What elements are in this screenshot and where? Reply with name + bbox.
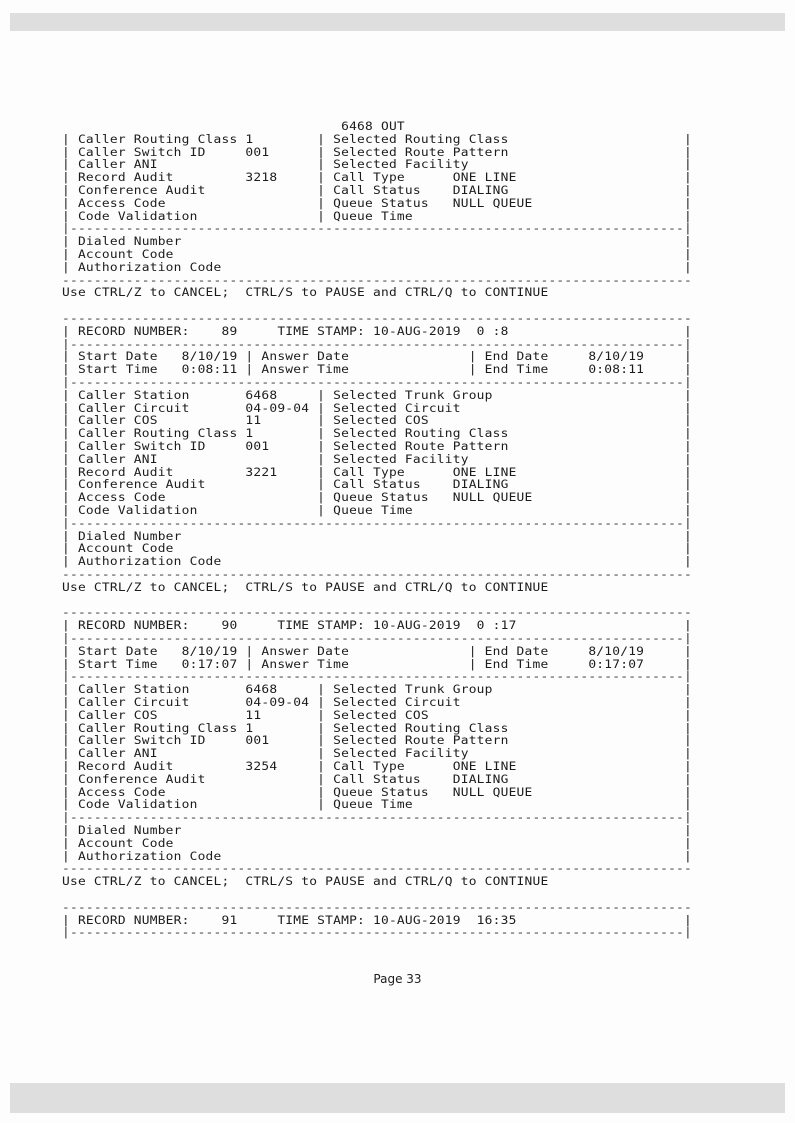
caller-row: | Code Validation | Queue Time | xyxy=(62,797,692,812)
footer-field: | Dialed Number | xyxy=(62,823,692,837)
cancel-prompt: Use CTRL/Z to CANCEL; CTRL/S to PAUSE and CTRL/Q to CONTINUE xyxy=(62,579,549,594)
time-row: | Start Time 0:17:07 | Answer Time | End Time 0:17:07 | xyxy=(62,656,692,671)
record-header: | RECORD NUMBER: 89 TIME STAMP: 10-AUG-2019 0 :8 | xyxy=(62,323,692,338)
separator: |-----------------------------------------------------------------------------| xyxy=(62,221,692,236)
partial-row: | Caller ANI | Selected Facility | xyxy=(62,157,692,172)
record-header: | RECORD NUMBER: 90 TIME STAMP: 10-AUG-2019 0 :17 | xyxy=(62,618,692,633)
footer-field: | Authorization Code | xyxy=(62,259,692,274)
separator: |-----------------------------------------------------------------------------| xyxy=(62,515,692,530)
caller-row: | Caller COS 11 | Selected COS | xyxy=(62,413,692,428)
separator: |-----------------------------------------------------------------------------| xyxy=(62,669,692,684)
footer-field: | Authorization Code | xyxy=(62,848,692,863)
partial-row: | Caller Switch ID 001 | Selected Route Pattern | xyxy=(62,144,692,159)
caller-row: | Caller Switch ID 001 | Selected Route Pattern | xyxy=(62,439,692,453)
out-line: 6468 OUT xyxy=(62,119,405,133)
separator: |-----------------------------------------------------------------------------| xyxy=(62,810,692,825)
separator: ------------------------------------------------------------------------------- xyxy=(62,899,692,914)
caller-row: | Caller COS 11 | Selected COS | xyxy=(62,707,692,722)
separator: |-----------------------------------------------------------------------------| xyxy=(62,925,692,940)
date-row: | Start Date 8/10/19 | Answer Date | End Date 8/10/19 | xyxy=(62,643,692,658)
record-header: | RECORD NUMBER: 91 TIME STAMP: 10-AUG-2019 16:35 | xyxy=(62,912,692,927)
caller-row: | Caller Switch ID 001 | Selected Route Pattern | xyxy=(62,733,692,748)
partial-row: | Record Audit 3218 | Call Type ONE LINE | xyxy=(62,170,692,185)
partial-row: | Caller Routing Class 1 | Selected Routing Class | xyxy=(62,131,692,146)
separator: ------------------------------------------------------------------------------- xyxy=(62,311,692,325)
partial-row: | Conference Audit | Call Status DIALING | xyxy=(62,183,692,197)
footer-field: | Account Code | xyxy=(62,247,692,261)
footer-field: | Dialed Number | xyxy=(62,234,692,249)
caller-row: | Caller Routing Class 1 | Selected Routing Class | xyxy=(62,720,692,735)
caller-row: | Caller ANI | Selected Facility | xyxy=(62,451,692,466)
separator: |-----------------------------------------------------------------------------| xyxy=(62,631,692,645)
footer-field: | Account Code | xyxy=(62,835,692,850)
cancel-prompt: Use CTRL/Z to CANCEL; CTRL/S to PAUSE and CTRL/Q to CONTINUE xyxy=(62,285,549,300)
separator: ------------------------------------------------------------------------------- xyxy=(62,861,692,876)
separator: ------------------------------------------------------------------------------- xyxy=(62,605,692,620)
caller-row: | Caller Station 6468 | Selected Trunk Group | xyxy=(62,682,692,697)
partial-row: | Code Validation | Queue Time | xyxy=(62,208,692,223)
separator: ------------------------------------------------------------------------------- xyxy=(62,567,692,581)
caller-row: | Access Code | Queue Status NULL QUEUE | xyxy=(62,784,692,799)
caller-row: | Caller ANI | Selected Facility | xyxy=(62,746,692,761)
partial-row: | Access Code | Queue Status NULL QUEUE | xyxy=(62,195,692,210)
footer-field: | Account Code | xyxy=(62,541,692,556)
separator: |-----------------------------------------------------------------------------| xyxy=(62,375,692,389)
footer-field: | Dialed Number | xyxy=(62,528,692,543)
caller-row: | Caller Circuit 04-09-04 | Selected Circuit | xyxy=(62,400,692,415)
caller-row: | Conference Audit | Call Status DIALING | xyxy=(62,477,692,492)
footer-field: | Authorization Code | xyxy=(62,554,692,569)
caller-row: | Caller Circuit 04-09-04 | Selected Circuit | xyxy=(62,695,692,709)
caller-row: | Record Audit 3254 | Call Type ONE LINE | xyxy=(62,759,692,773)
caller-row: | Access Code | Queue Status NULL QUEUE | xyxy=(62,490,692,505)
caller-row: | Code Validation | Queue Time | xyxy=(62,503,692,517)
time-row: | Start Time 0:08:11 | Answer Time | End Time 0:08:11 | xyxy=(62,362,692,377)
caller-row: | Record Audit 3221 | Call Type ONE LINE | xyxy=(62,464,692,479)
caller-row: | Caller Station 6468 | Selected Trunk Group | xyxy=(62,387,692,402)
caller-row: | Caller Routing Class 1 | Selected Routing Class | xyxy=(62,426,692,441)
separator: |-----------------------------------------------------------------------------| xyxy=(62,336,692,351)
scan-bottom-band xyxy=(10,1083,785,1113)
caller-row: | Conference Audit | Call Status DIALING | xyxy=(62,771,692,786)
separator: ------------------------------------------------------------------------------- xyxy=(62,272,692,287)
date-row: | Start Date 8/10/19 | Answer Date | End Date 8/10/19 | xyxy=(62,349,692,364)
page-number: Page 33 xyxy=(373,972,422,986)
cancel-prompt: Use CTRL/Z to CANCEL; CTRL/S to PAUSE and CTRL/Q to CONTINUE xyxy=(62,874,549,889)
